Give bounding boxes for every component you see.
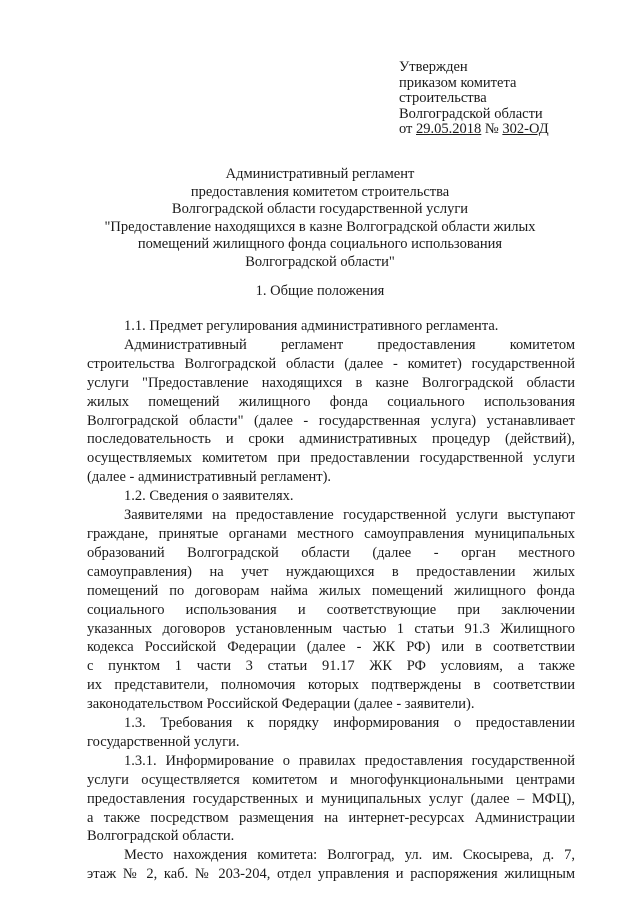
approval-stamp [399, 60, 599, 138]
title-line: предоставления комитетом строительства [190, 183, 450, 200]
paragraph-line: Заявителями на предоставление государственной услуги выступают [124, 507, 575, 524]
paragraph-line: этаж № 2, каб. № 203-204, отдел управления и распоряжения жилищным [87, 866, 575, 883]
approval-date-line [399, 122, 599, 138]
approval-number-prefix: № [484, 121, 499, 138]
paragraph-line: строительства Волгоградской области (далее - комитет) государственной [87, 355, 575, 372]
title-line: Волгоградской области" [245, 253, 395, 270]
paragraph-line: социального использования и соответствующие при заключении [87, 601, 575, 618]
paragraph-line: услуги "Предоставление находящихся в казне Волгоградской области [87, 374, 575, 391]
title-line: помещений жилищного фонда социального использования [137, 236, 503, 253]
approval-line: Волгоградской области [399, 105, 543, 122]
paragraph-line: их представители, полномочия которых подтверждены в соответствии [87, 677, 575, 694]
paragraph-line: с пунктом 1 части 3 статьи 91.17 ЖК РФ условиям, а также [87, 658, 575, 675]
paragraph-line: 1.3. Требования к порядку информирования о предоставлении [124, 715, 575, 732]
title-line: Волгоградской области государственной услуги [171, 201, 469, 218]
paragraph-line: жилых помещений жилищного фонда социального использования [87, 393, 575, 410]
document-title [95, 166, 545, 272]
title-line: "Предоставление находящихся в казне Волгоградской области жилых [104, 218, 536, 235]
paragraph-line: (далее - административный регламент). [87, 469, 332, 486]
paragraph-line: 1.3.1. Информирование о правилах предоставления государственной [124, 752, 575, 769]
document-body [87, 317, 575, 884]
approval-line: Утвержден [399, 59, 468, 75]
paragraph-line: кодекса Российской Федерации (далее - ЖК РФ) или в соответствии [87, 639, 575, 656]
paragraph-line: а также посредством размещения на интернет-ресурсах Администрации [87, 809, 575, 826]
paragraph-line: осуществляемых комитетом при предоставлении государственной услуги [87, 450, 575, 467]
paragraph-line: услуги осуществляется комитетом и многофункциональными центрами [87, 771, 575, 788]
paragraph-line: законодательством Российской Федерации (далее - заявители). [87, 696, 475, 713]
approval-line: приказом комитета [399, 74, 517, 91]
paragraph-line: 1.1. Предмет регулирования административного регламента. [124, 318, 499, 334]
paragraph-line: 1.2. Сведения о заявителях. [124, 488, 294, 505]
paragraph-line: помещений по договорам найма жилых помещений жилищного фонда [87, 582, 575, 599]
paragraph-line: Место нахождения комитета: Волгоград, ул. им. Скосырева, д. 7, [124, 847, 575, 864]
section-heading: 1. Общие положения [255, 283, 385, 299]
paragraph-line: граждане, принятые органами местного самоуправления муниципальных [87, 525, 575, 542]
paragraph-line: Волгоградской области. [87, 828, 235, 845]
paragraph-line: государственной услуги. [87, 733, 240, 750]
paragraph-line: самоуправления) на учет нуждающихся в предоставлении жилых [87, 563, 575, 580]
approval-number: 302-ОД [502, 121, 549, 138]
title-line: Административный регламент [225, 166, 415, 182]
paragraph-line: последовательность и сроки административных процедур (действий), [87, 431, 575, 448]
paragraph-line: Административный регламент предоставления комитетом [124, 336, 575, 353]
approval-date: 29.05.2018 [416, 121, 482, 138]
paragraph-line: предоставления государственных и муниципальных услуг (далее – МФЦ), [87, 790, 575, 807]
approval-prefix: от [399, 121, 413, 138]
paragraph-line: образований Волгоградской области (далее - орган местного [87, 544, 575, 561]
approval-line: строительства [399, 90, 487, 107]
paragraph-line: указанных договоров установленным частью 1 статьи 91.3 Жилищного [87, 620, 575, 637]
paragraph-line: Волгоградской области" (далее - государственная услуга) устанавливает [87, 412, 575, 429]
